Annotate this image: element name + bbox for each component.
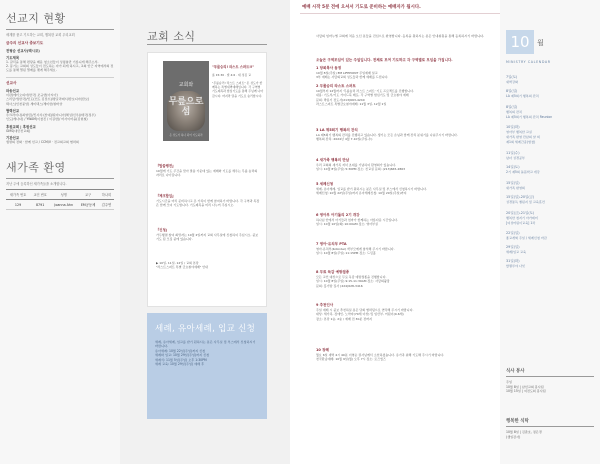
event-label: 남녀 성경공부 [506, 156, 525, 160]
announcement-text: 예배 시작 5분 전에 오셔서 기도로 준비하는 예배자가 됩시다. [302, 5, 421, 10]
announcement-item [316, 242, 490, 256]
poster-subtitle: 온 성도가 하나 되어 기도하라 [169, 134, 203, 137]
item-body: LA 제5회기 행복의 잔치를 진행하고 있습니다. 생기는 모든 손님과 함께 잔치 분위기를 나눠주시기 바랍니다. 행복의 잔치: 2024년 4월 7-10일(주일-수) [316, 133, 458, 142]
event-date: 8일(일) [506, 105, 518, 109]
announcement-item [316, 128, 490, 142]
event-label: 영아부 행복한 교실 새가족 환영 만남의 날 외 제1회 세례간증(합창) [506, 130, 540, 144]
event-date: 11일(수) [506, 151, 520, 155]
section-note: ▶ 10일, 11일, 12일 / 교회 본당 "라스트스퍼트 특별 금요철야예배" 안내 [156, 261, 208, 270]
table-cell: 129 [6, 200, 30, 210]
event-date: 14일(토) [506, 165, 520, 169]
section-text: 10월에 기도 주간을 맞아 말씀 가운데 있는 예배와 기도를 세우는 무릎 승리의 자리로 나아갑니다. [156, 169, 258, 178]
event-label: 할렐루야 나잇 [506, 264, 525, 268]
announcement-item [316, 66, 490, 80]
announcement-bar [300, 0, 500, 14]
flowers-divider [506, 426, 594, 427]
item-body: 주일 예배 시 중보 추천하실 분은 당회 협력팀으로 연락해 주시기 바랍니다. 대상: 세가족, 장애인, 노약자(70세 이상) 및 임산부, 어린이(0-6세) 장소: 본당 1층, 2층 / 예배 전 30분 전까지 [316, 308, 414, 321]
calendar-month-label: 월 [537, 39, 544, 47]
baptism-text: 세례, 유아세례, 입교를 받기 원하시는 분은 사무실 및 부스에서 신청하시기 바랍니다. 유아세례: 10월 22일(주일)까지 신청 세례와 입교: 10월 29일(주일)까지 신청 세례식: 11월 5일(주일) 오후 1:30PM 세례 교육: 10월 29일(주일) 예배 후 [155, 340, 256, 367]
column-header: 하나회 [99, 190, 114, 200]
mission-text: 우크라이나(최영민)/킨사샤 (찬대)/탄자니아(해성/신우)/태국(정우) 인도(캐나다) / YWAM(이창진 / 이길한)/ 마사이마을(김현철) [6, 113, 96, 122]
event-label: 성경통독 챌린지 및 교육훈련 [506, 200, 545, 204]
event-label: 새가족 환영회 [506, 186, 525, 190]
welcome-table [6, 189, 114, 210]
item-body: 세례, 유아세례, 입교를 받기 원하시는 분은 사무실 및 부스에서 신청하시기 바랍니다. 세례신청: 10월 22일(주일)까지 유아세례신청: 10월 29일(주일)까지 [316, 187, 427, 196]
event-date: 31일(화) [506, 259, 520, 263]
event-date: 22일(일) [506, 231, 520, 235]
calendar-column [500, 0, 600, 464]
column-header: 교인 번호 [30, 190, 50, 200]
item-body: 우리 교회의 새가족 저녁 초대를 기념하여 환영회가 있습니다. 일시: 10월 8일(주일) 5:30PM 장소: 친교실 문의: (213)665-2863 [316, 163, 406, 172]
flowers-title: 행복한 식탁 [506, 419, 529, 424]
item-head: 5 세례신청 [316, 182, 334, 186]
welcome-table-header [6, 190, 114, 200]
announcement-item [316, 158, 490, 172]
section-head: 『말씀행전』 [156, 164, 176, 168]
event-date: 7일(토) [506, 75, 518, 79]
item-head: 4 새가족 행복의 만남 [316, 158, 350, 162]
event-date: 15일(일)-20일(금) [506, 195, 535, 199]
section-text: 가두행렬 참여 희망자는 10월 2일까지 교회 사무실에 신청하여 주십시오. 중보기도 팀 모집 중에 있습니다. [156, 233, 259, 242]
poster-title: 무릎으로 섬 [168, 97, 204, 117]
announcement-item [316, 270, 490, 288]
ushers-title: 식사 봉사 [506, 369, 525, 374]
event-date: 29일(일) [506, 245, 520, 249]
mission-label: 협력선교 [6, 109, 20, 114]
event-label: 행복의 잔치 LA 제5회기 행복의 잔치 Reunion [506, 110, 553, 119]
blurb-quote: "무릎승리! 라스트 스퍼트!!" [212, 65, 255, 69]
calendar-caption: MINISTRY CALENDAR [506, 60, 551, 64]
event-label: LA 제5회기 행복의 잔치 [506, 94, 539, 98]
table-cell: EM공동체 [77, 200, 99, 210]
mission-text: 생명의 전화 · 함께 선교 / CCM/V · 전교회교회 협력회 [6, 140, 79, 145]
poster-top-text: 교회와 [178, 82, 194, 88]
announcements-column [300, 0, 500, 464]
event-date: 15일(일) [506, 181, 520, 185]
news-title: 교회 소식 [147, 30, 196, 43]
event-label: 종교개혁 주일 / 세례신청 마감 [506, 236, 547, 240]
item-body: 영아-유치부(K-Kinder) 학부모에게 참석해 주시기 바랍니다. 일시: 10월 8일(주일) 11:15PM 장소: 드림홀 [316, 247, 395, 256]
item-body: 10월 8일(주일) EM LIFEPOINT 주일예배 설교 3부 예배는 사랑의교회 성도들과 함께 예배를 드립니다. [316, 71, 389, 80]
section-head: 『신청』 [156, 228, 169, 232]
item-body: 모든 교인 대상으로 무료 독감 예방접종을 진행합니다. 일시: 10월 8일(주일) 9:15-11:30AM 장소: 사랑의광장 문의: 홍기방 집사 (224)628-3416 [316, 275, 390, 288]
center-lead: 오늘은 구역모임이 있는 주일입니다. 전체로 모여 기도하고 각 구역별로 모임을 가집니다. [316, 58, 453, 62]
item-head: 8 무료 독감 예방접종 [316, 270, 350, 274]
event-label: 행복한 청지기 아카데미 [여성어린이교육] 1차 [506, 216, 538, 225]
item-head: 3 LA 제5회기 행복의 잔치 [316, 128, 358, 132]
news-box [147, 52, 267, 307]
baptism-box [147, 313, 267, 419]
mission-text: 이관(에티오피아/한국) 조규연(아시아) 스리랑카(한국)/인도(인도 김전수)/방글라데시/캄보디아(캄보) 텍사스(인천중앙) 세미텍스/세미한/완바샹 [6, 92, 90, 106]
prayer-poster-image [163, 61, 209, 141]
mission-label: 기도제목 [6, 55, 20, 60]
announcement-item [316, 84, 490, 106]
ushers-divider [506, 376, 594, 377]
baptism-title: 세례, 유아세례, 입교 신청 [155, 324, 256, 334]
item-body: 월요 6일 새벽 4시 40분 이영순 권사님께서 소천하셨습니다. 유가족 위해 기도해 주시기 바랍니다. 천국환송예배: 10월 9일(월) 오후 7시 장소: 로즈힐즈 [316, 353, 445, 362]
event-label: 새벽강화 [506, 80, 518, 84]
mission-label: 전형순 선교사(멕시코) [6, 48, 40, 53]
column-header: 성명 [50, 190, 77, 200]
column-header: 새가족 번호 [6, 190, 30, 200]
mission-text: 1. 갈릭을 통해 편당을 배운 청소년들이 성령충만 기름니게 해주소서. 2. 봉기는 교회의 성도들이 전도하는 자가 되게 하시고, 교회 안근 지역에서의 전도를 통해 열린 열매를 맺게 해주세요. [6, 59, 114, 73]
mission-intro: 세계를 품고 기도하는 교회, 행복한 교회 우리교회 [6, 33, 75, 37]
table-cell: 8791 [30, 200, 50, 210]
blurb-body: "무릎승리! 라스트 스퍼트" 온 성도가 함께하는 특별새벽예배입니다. 각 구역별 기도제목과 합심기도를 통해 주님께 나아갑시다. 마지막 달을 기도로 승리합시다. [212, 81, 264, 98]
welcome-title: 새가족 환영 [6, 160, 66, 174]
item-head: 10 장례 [316, 348, 329, 352]
item-head: 1 당회목사 동정 [316, 66, 342, 70]
table-cell: Joanna Ahn [50, 200, 77, 210]
announcement-item [316, 182, 490, 196]
item-body: 10월부터 12월까지 '무릎승리 라스트 스퍼트' 기도 프로젝트를 진행합니다. 내용: 기도서/기도 가이드북 배포, 각 구역별 합심기도 및 금요철야 예배 문의: 박용기 전도사(213)663-4240 라스트스퍼트 특별금요철야예배: 11월 3일, 12월 1일 [316, 89, 415, 106]
item-head: 7 영아-유치부 PTA [316, 242, 347, 246]
mission-text: GMS(대만선교회) [6, 128, 31, 133]
table-cell: 김주연 [99, 200, 114, 210]
mission-label: 파송선교 [6, 88, 20, 93]
item-body: 하나님 안에서 아기들과 엄마가 함께하는 아름다운 시간입니다. 일시: 10월 10일(화) 10:00AM 장소: 영아부실 [316, 218, 399, 227]
blurb-signature: 롬 15:30 · 빌 4:6 · 대 성김 교 [212, 73, 251, 77]
mission-column [0, 0, 120, 464]
item-head: 2 무릎승리 라스트 스퍼트 [316, 84, 356, 88]
event-label: 세례/입교 교육 [506, 250, 526, 254]
ushers-text: 주일 10월 8일 | 남선교회 봉사팀 10월 15일 | 여전도회 봉사팀 [506, 380, 546, 394]
announcement-item [316, 348, 490, 362]
item-head: 6 영아부 아기돌리 2기 개강 [316, 213, 360, 217]
event-date: 20일(금)-21일(토) [506, 211, 535, 215]
center-intro: 사랑의 임마누엘 교회에 처음 오신 분들을 진심으로 환영합니다. 등록을 원하시는 분은 안내위원을 통해 등록하시기 바랍니다. [316, 34, 485, 38]
announcement-item [316, 213, 490, 227]
event-date: 8일(일) [506, 89, 518, 93]
news-divider [147, 44, 267, 45]
event-label: 2기 제5회 돌봄학교 개강 [506, 170, 540, 174]
mission-label: 선교사 [6, 80, 17, 85]
welcome-intro: 지난 주에 등록하신 새가족들을 소개합니다. [6, 181, 67, 186]
item-head: 9 추천인사 [316, 303, 334, 307]
mission-label: 후원교회 | 후원선교 [6, 124, 36, 129]
column-header: 교구 [77, 190, 99, 200]
mission-title: 선교지 현황 [6, 12, 66, 25]
announcement-item [316, 303, 490, 321]
mission-label: 기관선교 [6, 136, 20, 141]
section-text: 기도시간을 미리 준비하시고 온 가족이 함께 참여하기 바랍니다. 각 구역과 목장은 함께 모여 기도합니다. 기도제목을 미리 나누어 주십시오. [156, 199, 260, 208]
calendar-month-number: 10 [506, 30, 534, 54]
mission-current-head: 금주의 선교사 중보기도 [6, 40, 44, 45]
news-column [120, 0, 290, 464]
section-head: 『체크할일』 [156, 194, 176, 198]
flowers-text: 10월 8일 | 김춘호, 정은경 (생일감사) [506, 430, 542, 439]
table-row [6, 200, 114, 210]
event-date: 10일(화) [506, 125, 520, 129]
